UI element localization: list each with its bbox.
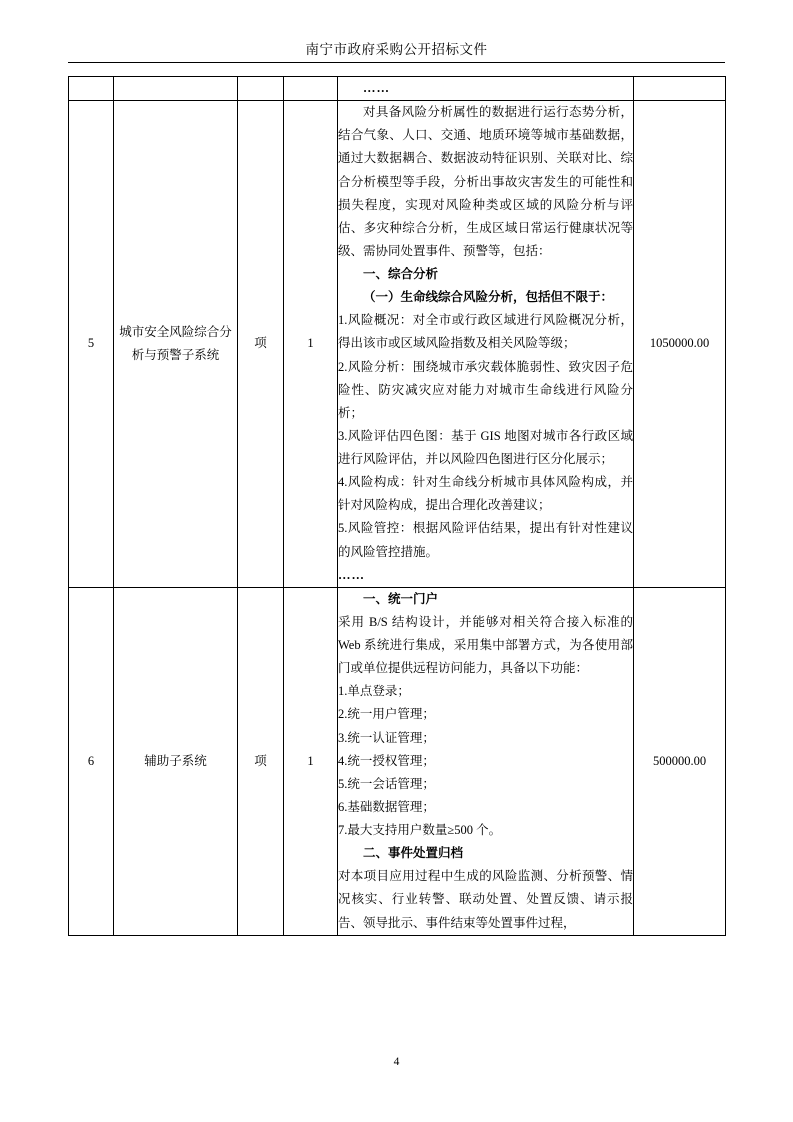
page-number: 4 [393,1056,400,1068]
desc-paragraph: 6.基础数据管理； [338,799,435,814]
desc-paragraph: 4.风险构成：针对生命线分析城市具体风险构成，并针对风险构成，提出合理化改善建议； [338,475,633,513]
desc-paragraph: 采用 B/S 结构设计，并能够对相关符合接入标准的 Web 系统进行集成，采用集中部署方式，为各使用部门或单位提供远程访问能力，具备以下功能： [338,614,633,676]
cell-item-description [338,587,634,935]
table-row-continuation [69,77,726,101]
page-header-title: 南宁市政府采购公开招标文件 [305,42,488,57]
cell-item-no: 6 [69,587,114,935]
desc-heading: 一、综合分析 [363,267,439,281]
desc-paragraph: 3.统一认证管理； [338,730,435,745]
procurement-items-table [68,76,726,936]
cell-item-qty: 1 [284,101,338,588]
desc-paragraph: 7.最大支持用户数量≥500 个。 [338,823,502,837]
cell-no-continuation [69,77,114,101]
desc-subheading: （一）生命线综合风险分析，包括但不限于： [363,290,614,305]
cell-qty-continuation [284,77,338,101]
table-row [69,101,726,588]
desc-paragraph: 对本项目应用过程中生成的风险监测、分析预警、情况核实、行业转警、联动处置、处置反馈、请示报告、领导批示、事件结束等处置事件过程， [338,869,633,930]
desc-paragraph: 3.风险评估四色图：基于 GIS 地图对城市各行政区域进行风险评估，并以风险四色图进行区分化展示； [338,428,633,466]
cell-item-price: 500000.00 [634,587,726,935]
cell-unit-continuation [238,77,284,101]
continuation-ellipsis: …… [363,81,390,95]
cell-desc-continuation [338,77,634,101]
cell-item-unit: 项 [238,101,284,588]
desc-paragraph: 2.风险分析：围绕城市承灾载体脆弱性、致灾因子危险性、防灾减灾应对能力对城市生命线进行风险分析； [338,359,633,420]
desc-paragraph: 1.单点登录； [338,684,410,699]
desc-paragraph: 5.风险管控：根据风险评估结果，提出有针对性建议的风险管控措施。 [338,521,633,559]
cell-item-name: 城市安全风险综合分析与预警子系统 [114,101,238,588]
cell-name-continuation [114,77,238,101]
cell-item-price: 1050000.00 [634,101,726,588]
table-row [69,587,726,935]
desc-heading: 二、事件处置归档 [363,846,464,861]
cell-item-qty: 1 [284,587,338,935]
desc-paragraph: 2.统一用户管理； [338,707,435,722]
desc-ellipsis: …… [338,567,365,582]
header-divider [68,62,725,63]
cell-price-continuation [634,77,726,101]
cell-item-name: 辅助子系统 [114,587,238,935]
cell-item-no: 5 [69,101,114,588]
desc-paragraph: 对具备风险分析属性的数据进行运行态势分析，结合气象、人口、交通、地质环境等城市基础数据，通过大数据耦合、数据波动特征识别、关联对比、综合分析模型等手段，分析出事故灾害发生的可能性和损失程度，实现对风险种类或区域的风险分析与评估、多灾种综合分析，生成区域日常运行健康状况等级、需协同处置事件、预警等，包括： [338,105,633,258]
cell-item-unit: 项 [238,587,284,935]
desc-paragraph: 5.统一会话管理； [338,776,435,791]
desc-paragraph: 1.风险概况：对全市或行政区域进行风险概况分析，得出该市或区域风险指数及相关风险等级； [338,313,633,351]
desc-heading: 一、统一门户 [363,591,439,606]
cell-item-description [338,101,634,588]
desc-paragraph: 4.统一授权管理； [338,753,435,768]
